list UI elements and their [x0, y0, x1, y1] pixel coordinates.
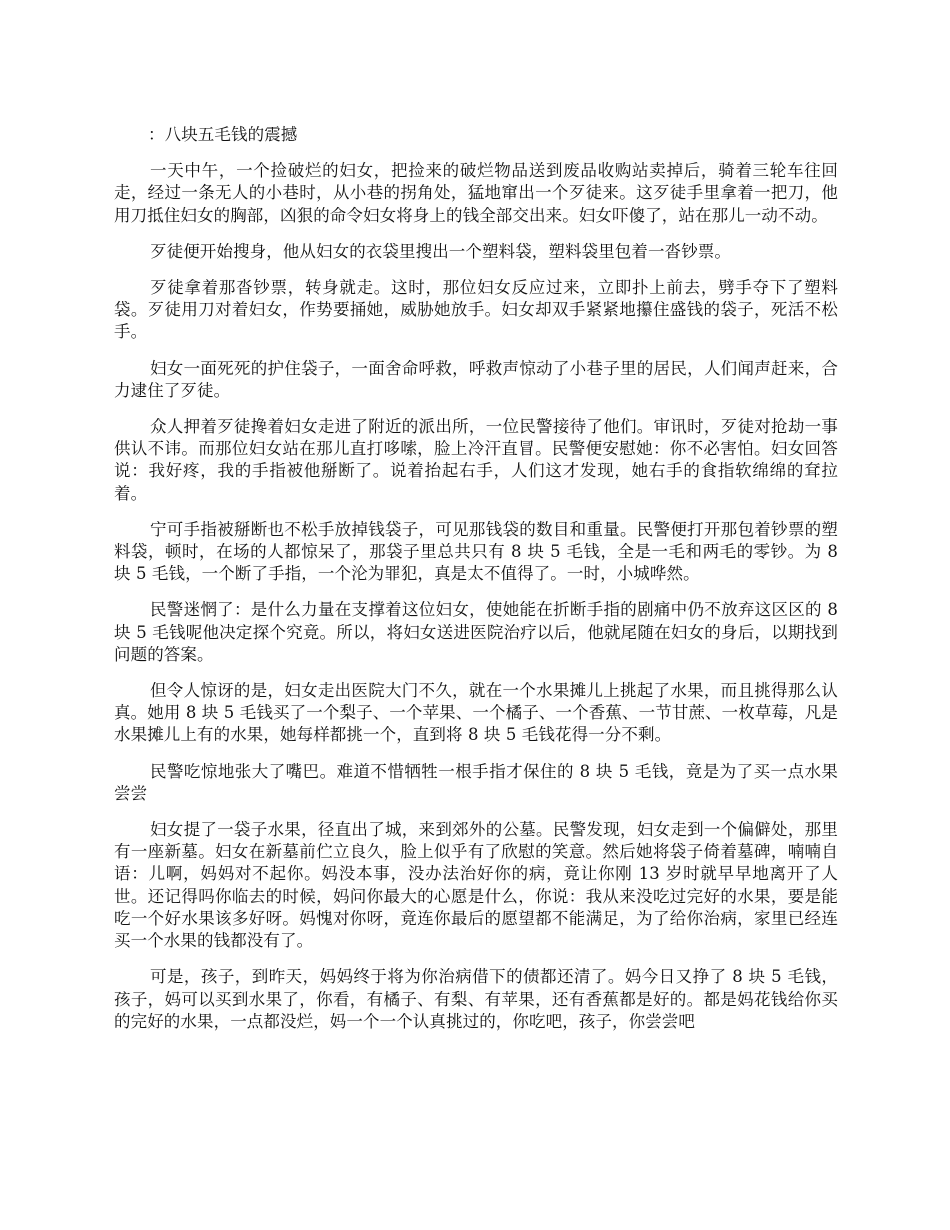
paragraph-3: 歹徒拿着那沓钞票，转身就走。这时，那位妇女反应过来，立即扑上前去，劈手夺下了塑料袋。歹徒用刀对着妇女，作势要捅她，威胁她放手。妇女却双手紧紧地攥住盛钱的袋子，死活不松手。 — [114, 278, 838, 342]
paragraph-6: 宁可手指被掰断也不松手放掉钱袋子，可见那钱袋的数目和重量。民警便打开那包着钞票的塑料袋，顿时，在场的人都惊呆了，那袋子里总共只有 8 块 5 毛钱，全是一毛和两毛的零钞。为 8 块 5 毛钱，一个断了手指，一个沦为罪犯，真是太不值得了。一时，小城哗然。 — [114, 519, 838, 584]
paragraph-7: 民警迷惘了：是什么力量在支撑着这位妇女，使她能在折断手指的剧痛中仍不放弃这区区的 8 块 5 毛钱呢他决定探个究竟。所以，将妇女送进医院治疗以后，他就尾随在妇女的身后，以期找到问题的答案。 — [114, 600, 838, 664]
document-body — [114, 124, 838, 1047]
paragraph-8: 但令人惊讶的是，妇女走出医院大门不久，就在一个水果摊儿上挑起了水果，而且挑得那么认真。她用 8 块 5 毛钱买了一个梨子、一个苹果、一个橘子、一个香蕉、一节甘蔗、一枚草莓，凡是水果摊儿上有的水果，她每样都挑一个，直到将 8 块 5 毛钱花得一分不剩。 — [114, 681, 838, 745]
paragraph-2: 歹徒便开始搜身，他从妇女的衣袋里搜出一个塑料袋，塑料袋里包着一沓钞票。 — [150, 241, 731, 261]
paragraph-5: 众人押着歹徒搀着妇女走进了附近的派出所，一位民警接待了他们。审讯时，歹徒对抢劫一事供认不讳。而那位妇女站在那儿直打哆嗦，脸上冷汗直冒。民警便安慰她：你不必害怕。妇女回答说：我好疼，我的手指被他掰断了。说着抬起右手，人们这才发现，她右手的食指软绵绵的耷拉着。 — [114, 417, 838, 503]
paragraph-11: 可是，孩子，到昨天，妈妈终于将为你治病借下的债都还清了。妈今日又挣了 8 块 5 毛钱，孩子，妈可以买到水果了，你看，有橘子、有梨、有苹果，还有香蕉都是好的。都是妈花钱给你买的完好的水果，一点都没烂，妈一个一个认真挑过的，你吃吧，孩子，你尝尝吧 — [114, 967, 838, 1031]
document-title: ：八块五毛钱的震撼 — [148, 125, 298, 144]
paragraph-4: 妇女一面死死的护住袋子，一面舍命呼救，呼救声惊动了小巷子里的居民，人们闻声赶来，合力逮住了歹徒。 — [114, 358, 838, 400]
paragraph-10: 妇女提了一袋子水果，径直出了城，来到郊外的公墓。民警发现，妇女走到一个偏僻处，那里有一座新墓。妇女在新墓前伫立良久，脸上似乎有了欣慰的笑意。然后她将袋子倚着墓碑，喃喃自语：儿啊，妈妈对不起你。妈没本事，没办法治好你的病，竟让你刚 13 岁时就早早地离开了人世。还记得吗你临去的时候，妈问你最大的心愿是什么，你说：我从来没吃过完好的水果，要是能吃一个好水果该多好呀。妈愧对你呀，竟连你最后的愿望都不能满足，为了给你治病，家里已经连买一个水果的钱都没有了。 — [114, 820, 838, 951]
paragraph-9: 民警吃惊地张大了嘴巴。难道不惜牺牲一根手指才保住的 8 块 5 毛钱，竟是为了买一点水果尝尝 — [114, 761, 838, 803]
paragraph-1: 一天中午，一个捡破烂的妇女，把捡来的破烂物品送到废品收购站卖掉后，骑着三轮车往回走，经过一条无人的小巷时，从小巷的拐角处，猛地窜出一个歹徒来。这歹徒手里拿着一把刀，他用刀抵住妇女的胸部，凶狠的命令妇女将身上的钱全部交出来。妇女吓傻了，站在那儿一动不动。 — [114, 161, 838, 225]
